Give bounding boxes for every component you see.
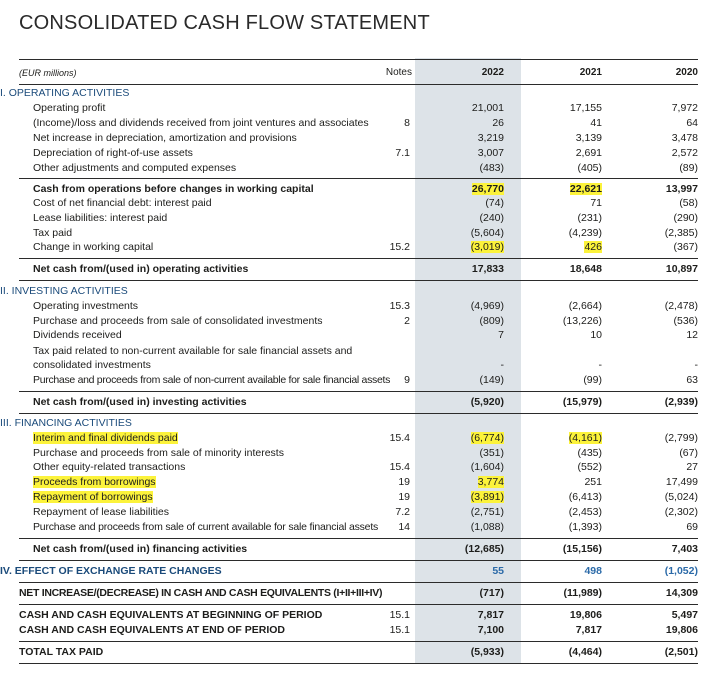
row-label: Purchase and proceeds from sale of consolidated investments	[33, 315, 323, 327]
value-2020: (58)	[679, 197, 698, 209]
value-2022: 26	[492, 117, 504, 129]
value-2022: (5,920)	[470, 396, 504, 408]
table-row	[0, 211, 708, 226]
value-2020: 2,572	[671, 147, 698, 159]
value-2021: (15,156)	[562, 543, 602, 555]
value-2021	[530, 431, 602, 446]
row-label: NET INCREASE/(DECREASE) IN CASH AND CASH EQUIVALENTS (I+II+III+IV)	[19, 587, 383, 599]
value-2022: 21,001	[471, 102, 504, 114]
divider	[19, 84, 698, 85]
divider	[19, 258, 698, 259]
table-row	[0, 373, 708, 388]
divider	[19, 663, 698, 664]
value-2020: (2,302)	[664, 506, 698, 518]
value-2020: (2,385)	[664, 227, 698, 239]
row-label: III. FINANCING ACTIVITIES	[0, 417, 132, 429]
table-row	[0, 328, 708, 343]
value-2020: (2,939)	[664, 396, 698, 408]
value-2020: (290)	[673, 212, 698, 224]
value-2021	[530, 182, 602, 197]
value-2021: 7,817	[575, 624, 602, 636]
divider	[19, 391, 698, 392]
value-2020: 13,997	[665, 183, 698, 195]
row-label: Net cash from/(used in) operating activities	[33, 263, 249, 275]
table-header	[0, 66, 708, 80]
value-2020: (2,799)	[664, 432, 698, 444]
highlighted-value: (4,161)	[568, 432, 602, 444]
value-2022: 3,007	[477, 147, 504, 159]
table-row	[0, 196, 708, 211]
value-2022: 3,219	[477, 132, 504, 144]
subtotal-row	[0, 182, 708, 197]
value-2022: (149)	[479, 374, 504, 386]
highlighted-value: 426	[584, 241, 602, 253]
value-2021: 2,691	[575, 147, 602, 159]
value-2020: (367)	[673, 241, 698, 253]
value-2020: 12	[686, 329, 698, 341]
value-2021: (99)	[583, 374, 602, 386]
row-label: Other equity-related transactions	[33, 461, 186, 473]
value-2022: 7	[498, 329, 504, 341]
highlighted-value: 22,621	[569, 183, 602, 195]
row-notes: 8	[404, 117, 410, 129]
value-2020: (2,501)	[664, 646, 698, 658]
value-2021: 18,648	[569, 263, 602, 275]
value-2020: 63	[686, 374, 698, 386]
value-2022	[432, 475, 504, 490]
row-label: Tax paid	[33, 227, 73, 239]
units-label: (EUR millions)	[19, 68, 77, 78]
highlighted-value: (3,019)	[470, 241, 504, 253]
value-2020: (1,052)	[664, 565, 698, 577]
value-2021: (6,413)	[568, 491, 602, 503]
value-2022: (12,685)	[464, 543, 504, 555]
value-2020: (2,478)	[664, 300, 698, 312]
value-2020: 69	[686, 521, 698, 533]
value-2022: 7,100	[477, 624, 504, 636]
value-2022: (717)	[479, 587, 504, 599]
value-2020: 10,897	[665, 263, 698, 275]
value-2021: (11,989)	[563, 587, 602, 599]
row-notes: 15.1	[389, 609, 410, 621]
divider	[19, 178, 698, 179]
table-row	[0, 431, 708, 446]
value-2020: (536)	[673, 315, 698, 327]
value-2020: (89)	[679, 162, 698, 174]
total-row	[0, 586, 708, 601]
value-2022	[432, 490, 504, 505]
value-2020: 7,972	[671, 102, 698, 114]
value-2021: (1,393)	[568, 521, 602, 533]
value-2022: (5,604)	[470, 227, 504, 239]
value-2021: 71	[590, 197, 602, 209]
table-row	[0, 446, 708, 461]
value-2021: (2,453)	[568, 506, 602, 518]
table-row	[0, 505, 708, 520]
value-2021: 251	[584, 476, 602, 488]
section-heading-operating	[0, 86, 708, 101]
value-2020: 14,309	[665, 587, 698, 599]
row-label: Purchase and proceeds from sale of current available for sale financial assets	[33, 521, 379, 533]
value-2021: (552)	[577, 461, 602, 473]
highlighted-value: (3,891)	[470, 491, 504, 503]
table-row	[0, 460, 708, 475]
value-2021: 17,155	[569, 102, 602, 114]
section-heading-financing	[0, 416, 708, 431]
value-2022: (1,604)	[470, 461, 504, 473]
value-2021: (435)	[577, 447, 602, 459]
table-row	[0, 520, 708, 535]
value-2021: (231)	[577, 212, 602, 224]
row-notes: 15.4	[389, 461, 410, 473]
divider	[19, 280, 698, 281]
value-2021: 10	[590, 329, 602, 341]
divider	[19, 538, 698, 539]
value-2020: 17,499	[665, 476, 698, 488]
value-2021: (2,664)	[568, 300, 602, 312]
total-row	[0, 608, 708, 623]
table-row	[0, 314, 708, 329]
row-notes: 15.3	[389, 300, 410, 312]
row-notes: 15.1	[389, 624, 410, 636]
value-2020: (67)	[679, 447, 698, 459]
row-label: Net increase in depreciation, amortization and provisions	[33, 132, 297, 144]
row-label: Repayment of lease liabilities	[33, 506, 169, 518]
row-label: CASH AND CASH EQUIVALENTS AT END OF PERIOD	[19, 624, 286, 636]
row-notes: 9	[404, 374, 410, 386]
value-2021	[530, 240, 602, 255]
value-2022: 7,817	[477, 609, 504, 621]
row-label	[33, 490, 153, 505]
value-2021: 3,139	[575, 132, 602, 144]
table-row	[0, 161, 708, 176]
value-2022: (74)	[485, 197, 504, 209]
subtotal-row	[0, 395, 708, 410]
highlighted-value: 3,774	[477, 476, 504, 488]
row-label: Cash from operations before changes in working capital	[33, 183, 314, 195]
row-label: CASH AND CASH EQUIVALENTS AT BEGINNING OF PERIOD	[19, 609, 323, 621]
subtotal-row	[0, 262, 708, 277]
row-notes: 15.4	[389, 432, 410, 444]
row-label: IV. EFFECT OF EXCHANGE RATE CHANGES	[0, 565, 222, 577]
divider	[19, 59, 698, 60]
section-heading-exchange	[0, 564, 708, 579]
divider	[19, 413, 698, 414]
section-heading-investing	[0, 284, 708, 299]
row-label: Net cash from/(used in) financing activities	[33, 543, 248, 555]
value-2022: (1,088)	[470, 521, 504, 533]
table-row	[0, 344, 708, 372]
row-label: Cost of net financial debt: interest paid	[33, 197, 212, 209]
table-row	[0, 226, 708, 241]
value-2020: -	[694, 359, 698, 371]
row-label	[33, 475, 156, 490]
table-row	[0, 146, 708, 161]
row-label: Other adjustments and computed expenses	[33, 162, 237, 174]
highlighted-value: (6,774)	[470, 432, 504, 444]
highlighted-label: Interim and final dividends paid	[33, 432, 178, 444]
table-row	[0, 101, 708, 116]
year-2021-header: 2021	[579, 67, 602, 78]
highlighted-label: Repayment of borrowings	[33, 491, 153, 503]
row-label: I. OPERATING ACTIVITIES	[0, 87, 130, 99]
value-2022: (240)	[479, 212, 504, 224]
value-2022: (2,751)	[470, 506, 504, 518]
row-label: Tax paid related to non-current available for sale financial assets and consolidated investments	[33, 345, 353, 371]
row-notes: 7.1	[395, 147, 410, 159]
value-2022	[432, 431, 504, 446]
value-2020: 27	[686, 461, 698, 473]
row-notes: 19	[398, 476, 410, 488]
total-row	[0, 645, 708, 660]
value-2021: 19,806	[569, 609, 602, 621]
value-2020: (5,024)	[664, 491, 698, 503]
value-2021: 498	[584, 565, 602, 577]
row-notes: 2	[404, 315, 410, 327]
table-row	[0, 475, 708, 490]
value-2022: (5,933)	[470, 646, 504, 658]
value-2022: -	[500, 359, 504, 371]
row-notes: 15.2	[389, 241, 410, 253]
year-2022-header: 2022	[481, 67, 504, 78]
highlighted-label: Proceeds from borrowings	[33, 476, 156, 488]
divider	[19, 582, 698, 583]
row-notes: 7.2	[395, 506, 410, 518]
value-2022	[432, 240, 504, 255]
year-2020-header: 2020	[675, 67, 698, 78]
row-label: Net cash from/(used in) investing activities	[33, 396, 247, 408]
row-label	[33, 431, 178, 446]
value-2021: (4,239)	[568, 227, 602, 239]
value-2022: (4,969)	[470, 300, 504, 312]
row-label: Purchase and proceeds from sale of non-current available for sale financial assets	[33, 374, 391, 386]
divider	[19, 604, 698, 605]
value-2020: 64	[686, 117, 698, 129]
value-2020: 3,478	[671, 132, 698, 144]
value-2021: (13,226)	[562, 315, 602, 327]
row-label: Dividends received	[33, 329, 122, 341]
value-2022	[432, 182, 504, 197]
value-2021: 41	[590, 117, 602, 129]
value-2021: (4,464)	[568, 646, 602, 658]
row-label: Depreciation of right-of-use assets	[33, 147, 193, 159]
value-2022: (351)	[479, 447, 504, 459]
value-2022: 55	[492, 565, 504, 577]
row-label: Purchase and proceeds from sale of minority interests	[33, 447, 284, 459]
subtotal-row	[0, 542, 708, 557]
row-label: II. INVESTING ACTIVITIES	[0, 285, 128, 297]
divider	[19, 641, 698, 642]
row-label: Lease liabilities: interest paid	[33, 212, 168, 224]
value-2020: 5,497	[671, 609, 698, 621]
value-2020: 19,806	[665, 624, 698, 636]
value-2021: -	[598, 359, 602, 371]
row-label: Operating investments	[33, 300, 139, 312]
table-row	[0, 240, 708, 255]
table-row	[0, 131, 708, 146]
value-2021: (405)	[577, 162, 602, 174]
row-label: Operating profit	[33, 102, 106, 114]
row-notes: 14	[398, 521, 410, 533]
value-2021: (15,979)	[562, 396, 602, 408]
value-2022: (483)	[479, 162, 504, 174]
page-title: CONSOLIDATED CASH FLOW STATEMENT	[19, 12, 430, 34]
row-label: TOTAL TAX PAID	[19, 646, 104, 658]
notes-header: Notes	[385, 67, 412, 78]
table-row	[0, 299, 708, 314]
row-label: Change in working capital	[33, 241, 154, 253]
divider	[19, 560, 698, 561]
table-row	[0, 490, 708, 505]
row-label: (Income)/loss and dividends received from joint ventures and associates	[33, 117, 369, 129]
value-2022: 17,833	[471, 263, 504, 275]
highlighted-value: 26,770	[471, 183, 504, 195]
value-2020: 7,403	[671, 543, 698, 555]
table-row	[0, 116, 708, 131]
total-row	[0, 623, 708, 638]
row-notes: 19	[398, 491, 410, 503]
value-2022: (809)	[479, 315, 504, 327]
